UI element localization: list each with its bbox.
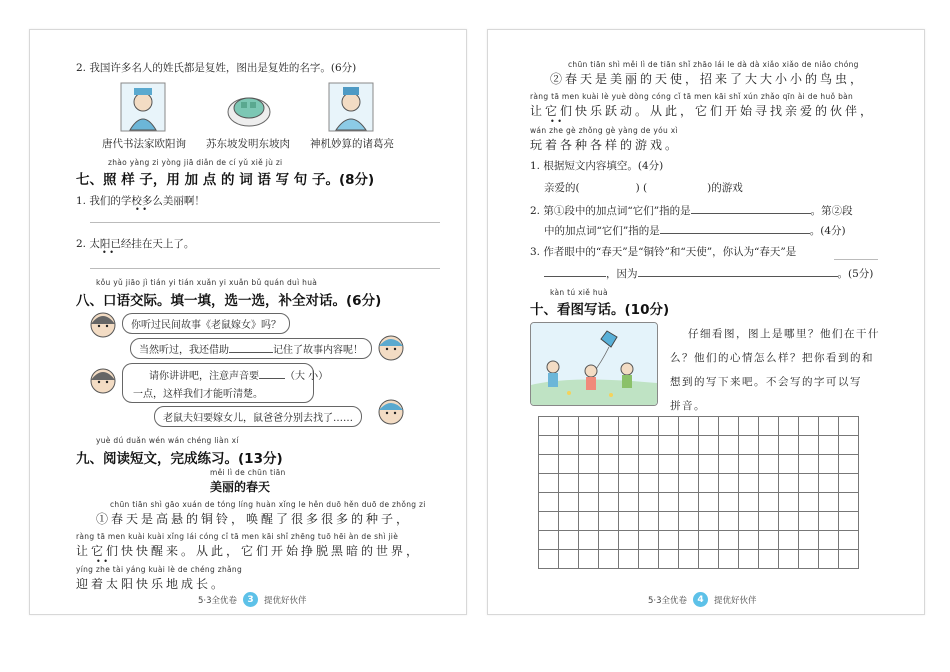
- writing-grid-row: [539, 474, 859, 493]
- boy-avatar: [376, 396, 406, 430]
- writing-grid-cell[interactable]: [759, 493, 779, 512]
- dialog-bubble-4: 老鼠夫妇要嫁女儿，鼠爸爸分别去找了……: [154, 406, 362, 427]
- writing-grid-cell[interactable]: [539, 417, 559, 436]
- section-7-title: 七、照 样 子，用 加 点 的 词 语 写 句 子。(8分): [76, 172, 375, 188]
- writing-grid-cell[interactable]: [779, 474, 799, 493]
- bubble-2-text-b: 记住了故事内容呢！: [273, 345, 363, 356]
- writing-grid-cell[interactable]: [619, 455, 639, 474]
- paragraph-1-line-2: 让它们快快醒来。从此，它们开始挣脱黑暗的世界，: [76, 544, 422, 558]
- writing-grid-cell[interactable]: [819, 436, 839, 455]
- writing-grid-cell[interactable]: [579, 436, 599, 455]
- writing-grid-cell[interactable]: [839, 455, 859, 474]
- writing-grid-cell[interactable]: [579, 474, 599, 493]
- writing-grid-cell[interactable]: [579, 493, 599, 512]
- writing-grid-cell[interactable]: [659, 512, 679, 531]
- writing-grid-cell[interactable]: [679, 550, 699, 569]
- writing-grid-cell[interactable]: [819, 493, 839, 512]
- dialog-bubble-2: [130, 338, 372, 359]
- writing-grid-cell[interactable]: [739, 474, 759, 493]
- writing-grid-cell[interactable]: [619, 512, 639, 531]
- writing-grid-cell[interactable]: [839, 436, 859, 455]
- writing-grid-row: [539, 512, 859, 531]
- girl-avatar: [88, 310, 118, 344]
- writing-grid-cell[interactable]: [759, 550, 779, 569]
- writing-grid-cell[interactable]: [819, 417, 839, 436]
- footer-slogan: 提优好伙伴: [264, 595, 307, 606]
- writing-grid-cell[interactable]: [579, 455, 599, 474]
- writing-grid-cell[interactable]: [739, 493, 759, 512]
- writing-grid-cell[interactable]: [599, 417, 619, 436]
- caption-su-dongpo: 苏东坡发明东坡肉: [206, 138, 290, 150]
- writing-grid-cell[interactable]: [819, 455, 839, 474]
- footer-brand: 5·3全优卷: [198, 595, 238, 606]
- writing-grid-cell[interactable]: [679, 474, 699, 493]
- q3-text-c: 。(5分): [837, 268, 874, 280]
- section-8-pinyin: kǒu yǔ jiāo jì tián yi tián xuǎn yi xuǎn bǔ quán duì huà: [96, 278, 318, 287]
- paragraph-1-line-2-pinyin: ràng tā men kuài kuài xǐng lái cóng cǐ tā men kāi shǐ zhēng tuō hēi àn de shì jiè: [76, 532, 399, 541]
- writing-grid-cell[interactable]: [679, 455, 699, 474]
- writing-grid-cell[interactable]: [619, 493, 639, 512]
- writing-grid-cell[interactable]: [559, 436, 579, 455]
- writing-grid-cell[interactable]: [659, 550, 679, 569]
- reading-question-1-blanks: [544, 180, 743, 195]
- kite-flying-picture: [530, 322, 658, 406]
- writing-grid-cell[interactable]: [719, 474, 739, 493]
- writing-grid-cell[interactable]: [679, 493, 699, 512]
- writing-grid-row: [539, 417, 859, 436]
- writing-grid-cell[interactable]: [759, 417, 779, 436]
- emphasis-dot: • •: [102, 248, 114, 257]
- writing-grid-cell[interactable]: [759, 474, 779, 493]
- writing-grid-cell[interactable]: [679, 417, 699, 436]
- writing-grid-cell[interactable]: [779, 436, 799, 455]
- right-page: [487, 29, 925, 615]
- writing-grid-cell[interactable]: [679, 512, 699, 531]
- writing-grid-cell[interactable]: [779, 493, 799, 512]
- writing-grid-cell[interactable]: [539, 474, 559, 493]
- reading-question-2-line-1: [530, 203, 853, 218]
- reading-question-3-line-1: 3. 作者眼中的“春天”是“铜铃”和“天使”，你认为“春天”是: [530, 246, 797, 258]
- writing-grid-cell[interactable]: [779, 455, 799, 474]
- bubble-3-line-1: [149, 367, 328, 382]
- writing-grid-cell[interactable]: [639, 474, 659, 493]
- paragraph-2-line-2-pinyin: ràng tā men kuài lè yuè dòng cóng cǐ tā men kāi shǐ xún zhǎo qīn ài de huǒ bàn: [530, 92, 854, 101]
- bubble-3-line-2: 一点，这样我们才能听清楚。: [133, 389, 263, 400]
- paragraph-1-line-3: 迎着太阳快乐地成长。: [76, 577, 227, 591]
- writing-grid-cell[interactable]: [599, 474, 619, 493]
- paragraph-1-line-1: ①春天是高悬的铜铃，唤醒了很多很多的种子，: [96, 512, 412, 526]
- writing-grid-cell[interactable]: [599, 436, 619, 455]
- writing-grid-cell[interactable]: [619, 531, 639, 550]
- paragraph-2-line-3: 玩着各种各样的游戏。: [530, 138, 681, 152]
- section-9-pinyin: yuè dú duǎn wén wán chéng liàn xí: [96, 436, 239, 445]
- bubble-3-text-a: 请你讲讲吧，注意声音要: [149, 371, 259, 382]
- writing-grid-cell[interactable]: [839, 493, 859, 512]
- question-2-label: 2. 我国许多名人的姓氏都是复姓，图出是复姓的名字。(6分): [76, 62, 357, 74]
- writing-grid-cell[interactable]: [739, 512, 759, 531]
- writing-grid-cell[interactable]: [679, 436, 699, 455]
- writing-grid-cell[interactable]: [819, 531, 839, 550]
- writing-grid-cell[interactable]: [539, 531, 559, 550]
- writing-grid-cell[interactable]: [539, 550, 559, 569]
- footer-brand: 5·3全优卷: [648, 595, 688, 606]
- writing-grid-row: [539, 531, 859, 550]
- writing-prompt-line-3: 想到的写下来吧。不会写的字可以写: [670, 376, 862, 388]
- writing-grid-cell[interactable]: [559, 550, 579, 569]
- q1-text-c: )的游戏: [707, 182, 743, 194]
- writing-grid-cell[interactable]: [759, 512, 779, 531]
- writing-grid-row: [539, 493, 859, 512]
- writing-grid-cell[interactable]: [799, 474, 819, 493]
- section-7-sentence-2: 2. 太阳已经挂在天上了。: [76, 238, 195, 250]
- reading-question-3-line-2: [544, 266, 873, 281]
- dongpo-pork-picture: [226, 82, 272, 132]
- writing-grid-cell[interactable]: [619, 474, 639, 493]
- writing-grid-cell[interactable]: [739, 531, 759, 550]
- writing-grid-cell[interactable]: [579, 417, 599, 436]
- q2-text-a: 2. 第①段中的加点词“它们”指的是: [530, 205, 691, 217]
- writing-grid-cell[interactable]: [759, 436, 779, 455]
- writing-grid-cell[interactable]: [639, 455, 659, 474]
- writing-grid-cell[interactable]: [799, 436, 819, 455]
- section-10-title: 十、看图写话。(10分): [530, 302, 670, 318]
- writing-grid-cell[interactable]: [719, 455, 739, 474]
- writing-grid-cell[interactable]: [619, 550, 639, 569]
- writing-grid-cell[interactable]: [799, 493, 819, 512]
- writing-grid-cell[interactable]: [539, 512, 559, 531]
- writing-grid-cell[interactable]: [839, 417, 859, 436]
- writing-grid-cell[interactable]: [759, 455, 779, 474]
- writing-grid-cell[interactable]: [719, 550, 739, 569]
- writing-grid-cell[interactable]: [679, 531, 699, 550]
- page-number-badge: 4: [693, 592, 708, 607]
- writing-grid-cell[interactable]: [639, 417, 659, 436]
- writing-grid-cell[interactable]: [639, 531, 659, 550]
- writing-grid-cell[interactable]: [739, 550, 759, 569]
- bubble-3-text-b: （大 小）: [285, 371, 329, 382]
- writing-grid-cell[interactable]: [799, 550, 819, 569]
- emphasis-dot: • •: [96, 557, 108, 566]
- q2-text-d: 。(4分): [809, 225, 846, 237]
- section-8-title: 八、口语交际。填一填，选一选，补全对话。(6分): [76, 293, 382, 309]
- writing-grid-cell[interactable]: [839, 550, 859, 569]
- writing-grid-cell[interactable]: [599, 455, 619, 474]
- writing-grid-row: [539, 455, 859, 474]
- girl-avatar: [88, 366, 118, 400]
- writing-grid-cell[interactable]: [619, 436, 639, 455]
- writing-grid-cell[interactable]: [559, 474, 579, 493]
- writing-grid-cell[interactable]: [559, 531, 579, 550]
- caption-ouyang: 唐代书法家欧阳询: [102, 138, 186, 150]
- page-footer: [198, 592, 307, 607]
- writing-grid-cell[interactable]: [559, 455, 579, 474]
- writing-grid-cell[interactable]: [799, 455, 819, 474]
- writing-grid-cell[interactable]: [699, 436, 719, 455]
- writing-grid-cell[interactable]: [579, 550, 599, 569]
- section-7-sentence-1: 1. 我们的学校多么美丽啊！: [76, 195, 205, 207]
- answer-line-1[interactable]: [90, 222, 440, 223]
- writing-grid-cell[interactable]: [579, 531, 599, 550]
- writing-grid-cell[interactable]: [539, 436, 559, 455]
- q1-text-b: ) (: [635, 182, 648, 194]
- writing-grid-cell[interactable]: [739, 436, 759, 455]
- answer-line-2[interactable]: [90, 268, 440, 269]
- writing-grid-cell[interactable]: [779, 512, 799, 531]
- writing-grid-cell[interactable]: [799, 531, 819, 550]
- zhuge-liang-portrait: [328, 82, 374, 132]
- writing-grid-cell[interactable]: [759, 531, 779, 550]
- writing-grid-cell[interactable]: [559, 512, 579, 531]
- writing-grid-cell[interactable]: [539, 455, 559, 474]
- q2-text-c: 中的加点词“它们”指的是: [544, 225, 660, 237]
- blank-answer[interactable]: [660, 233, 810, 234]
- writing-grid-cell[interactable]: [579, 512, 599, 531]
- bubble-2-text-a: 当然听过，我还借助: [139, 345, 229, 356]
- writing-grid-cell[interactable]: [639, 493, 659, 512]
- emphasis-dot: • •: [550, 117, 562, 126]
- writing-grid-cell[interactable]: [659, 493, 679, 512]
- writing-grid[interactable]: [538, 416, 859, 569]
- writing-grid-cell[interactable]: [699, 550, 719, 569]
- section-7-pinyin: zhào yàng zi yòng jiā diǎn de cí yǔ xiě jù zi: [108, 158, 283, 167]
- boy-avatar: [376, 332, 406, 366]
- blank-answer[interactable]: [229, 352, 273, 353]
- writing-grid-cell[interactable]: [659, 436, 679, 455]
- paragraph-2-pinyin: chūn tiān shì měi lì de tiān shǐ zhāo lái le dà dà xiǎo xiǎo de niǎo chóng: [568, 60, 859, 69]
- writing-grid-cell[interactable]: [799, 512, 819, 531]
- writing-grid-cell[interactable]: [659, 474, 679, 493]
- writing-grid-cell[interactable]: [779, 417, 799, 436]
- writing-grid-cell[interactable]: [599, 512, 619, 531]
- writing-grid-cell[interactable]: [719, 417, 739, 436]
- writing-grid-cell[interactable]: [779, 531, 799, 550]
- dialog-bubble-1: 你听过民间故事《老鼠嫁女》吗？: [122, 313, 290, 334]
- ouyang-xun-portrait: [120, 82, 166, 132]
- writing-grid-cell[interactable]: [719, 436, 739, 455]
- writing-grid-cell[interactable]: [699, 474, 719, 493]
- blank-answer[interactable]: [259, 378, 285, 379]
- q2-text-b: 。第②段: [810, 205, 853, 217]
- emphasis-dot: • •: [135, 205, 147, 214]
- blank-answer[interactable]: [691, 213, 811, 214]
- writing-grid-cell[interactable]: [819, 512, 839, 531]
- writing-grid-cell[interactable]: [659, 531, 679, 550]
- blank-answer[interactable]: [638, 276, 838, 277]
- writing-grid-cell[interactable]: [559, 493, 579, 512]
- writing-grid-cell[interactable]: [699, 455, 719, 474]
- writing-grid-cell[interactable]: [639, 436, 659, 455]
- section-10-pinyin: kàn tú xiě huà: [550, 288, 608, 297]
- paragraph-1-line-3-pinyin: yíng zhe tài yáng kuài lè de chéng zhǎng: [76, 565, 243, 574]
- paragraph-2-line-3-pinyin: wán zhe gè zhǒng gè yàng de yóu xì: [530, 126, 678, 135]
- dialog-bubble-3: [122, 363, 329, 403]
- writing-grid-cell[interactable]: [739, 455, 759, 474]
- left-page: [29, 29, 467, 615]
- reading-question-1: 1. 根据短文内容填空。(4分): [530, 160, 664, 172]
- blank-answer[interactable]: [834, 259, 878, 260]
- caption-zhuge: 神机妙算的诸葛亮: [310, 138, 394, 150]
- q3-text-b: ，因为: [606, 268, 638, 280]
- page-footer: [648, 592, 757, 607]
- writing-grid-cell[interactable]: [839, 512, 859, 531]
- writing-grid-cell[interactable]: [699, 531, 719, 550]
- writing-grid-cell[interactable]: [719, 512, 739, 531]
- paragraph-2-line-1: ②春天是美丽的天使，招来了大大小小的鸟虫，: [550, 72, 866, 86]
- blank-answer[interactable]: [544, 276, 606, 277]
- writing-grid-row: [539, 550, 859, 569]
- paragraph-1-pinyin: chūn tiān shì gāo xuán de tóng líng huàn xǐng le hěn duō hěn duō de zhǒng zi: [110, 500, 426, 509]
- writing-grid-cell[interactable]: [599, 493, 619, 512]
- paragraph-2-line-2: 让它们快乐跃动。从此，它们开始寻找亲爱的伙伴，: [530, 104, 876, 118]
- section-9-title: 九、阅读短文，完成练习。(13分): [76, 451, 283, 467]
- writing-prompt-line-1: 仔细看图，图上是哪里？他们在干什: [688, 328, 880, 340]
- writing-grid-cell[interactable]: [559, 417, 579, 436]
- writing-grid-cell[interactable]: [839, 474, 859, 493]
- writing-grid-cell[interactable]: [839, 531, 859, 550]
- writing-grid-cell[interactable]: [639, 512, 659, 531]
- writing-grid-row: [539, 436, 859, 455]
- writing-grid-cell[interactable]: [539, 493, 559, 512]
- q1-text-a: 亲爱的(: [544, 182, 580, 194]
- writing-grid-cell[interactable]: [779, 550, 799, 569]
- writing-grid-cell[interactable]: [699, 493, 719, 512]
- writing-grid-cell[interactable]: [659, 417, 679, 436]
- story-title-pinyin: měi lì de chūn tiān: [210, 468, 286, 477]
- writing-grid-cell[interactable]: [699, 417, 719, 436]
- writing-grid-cell[interactable]: [599, 531, 619, 550]
- story-title: 美丽的春天: [210, 480, 271, 494]
- writing-prompt-line-2: 么？他们的心情怎么样？把你看到的和: [670, 352, 874, 364]
- writing-grid-cell[interactable]: [639, 550, 659, 569]
- writing-grid-cell[interactable]: [819, 474, 839, 493]
- reading-question-2-line-2: [544, 223, 846, 238]
- writing-grid-cell[interactable]: [719, 493, 739, 512]
- writing-grid-cell[interactable]: [739, 417, 759, 436]
- writing-grid-cell[interactable]: [619, 417, 639, 436]
- writing-grid-cell[interactable]: [719, 531, 739, 550]
- writing-grid-cell[interactable]: [699, 512, 719, 531]
- writing-grid-cell[interactable]: [799, 417, 819, 436]
- writing-grid-cell[interactable]: [819, 550, 839, 569]
- footer-slogan: 提优好伙伴: [714, 595, 757, 606]
- writing-grid-cell[interactable]: [659, 455, 679, 474]
- page-number-badge: 3: [243, 592, 258, 607]
- writing-grid-cell[interactable]: [599, 550, 619, 569]
- writing-prompt-line-4: 拼音。: [670, 400, 706, 412]
